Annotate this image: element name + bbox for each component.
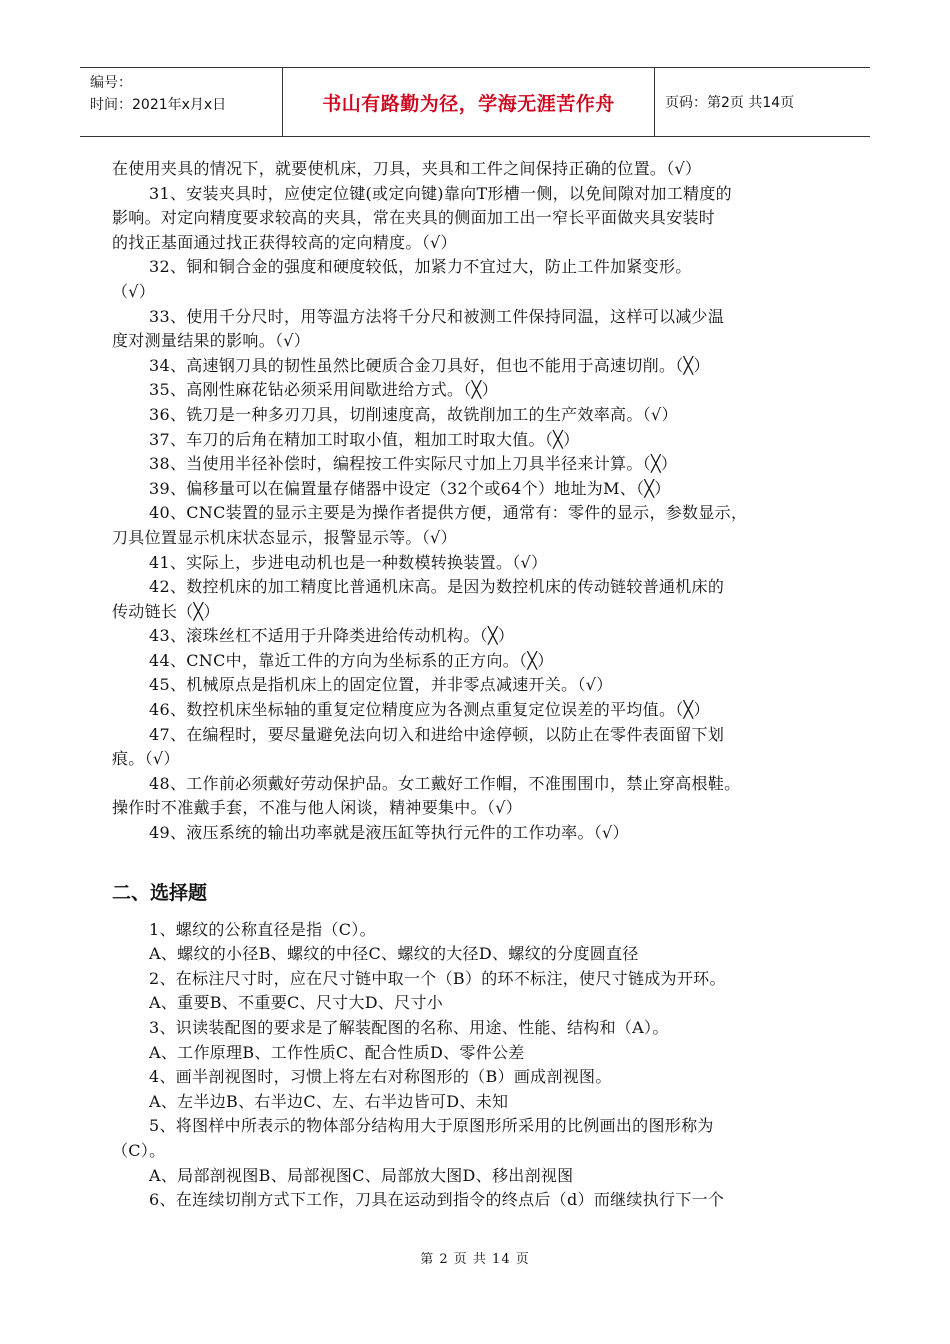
tf-line: 34、高速钢刀具的韧性虽然比硬质合金刀具好，但也不能用于高速切削。（╳） bbox=[149, 355, 710, 375]
tf-line: 49、液压系统的输出功率就是液压缸等执行元件的工作功率。（√） bbox=[149, 823, 629, 843]
mc-line: 6、在连续切削方式下工作，刀具在运动到指令的终点后（d）而继续执行下一个 bbox=[149, 1190, 725, 1210]
tf-line: 操作时不准戴手套，不准与他人闲谈，精神要集中。（√） bbox=[112, 798, 522, 818]
tf-line: 46、数控机床坐标轴的重复定位精度应为各测点重复定位误差的平均值。（╳） bbox=[149, 700, 710, 720]
tf-line: 43、滚珠丝杠不适用于升降类进给传动机构。（╳） bbox=[149, 626, 515, 646]
header-page-number: 页码：第2页 共14页 bbox=[665, 95, 795, 111]
tf-line: 影响。对定向精度要求较高的夹具，常在夹具的侧面加工出一窄长平面做夹具安装时 bbox=[112, 208, 716, 228]
mc-line: A、工作原理B、工作性质C、配合性质D、零件公差 bbox=[149, 1042, 525, 1062]
tf-line: （√） bbox=[112, 281, 156, 301]
document-body bbox=[112, 157, 852, 1213]
mc-line: 5、将图样中所表示的物体部分结构用大于原图形所采用的比例画出的图形称为 bbox=[149, 1116, 714, 1136]
tf-line: 刀具位置显示机床状态显示，报警显示等。（√） bbox=[112, 527, 457, 547]
tf-line: 47、在编程时，要尽量避免法向切入和进给中途停顿，以防止在零件表面留下划 bbox=[149, 724, 725, 744]
page-footer: 第 2 页 共 14 页 bbox=[420, 1252, 530, 1267]
header-motto: 书山有路勤为径，学海无涯苦作舟 bbox=[322, 92, 615, 115]
mc-line: A、螺纹的小径B、螺纹的中径C、螺纹的大径D、螺纹的分度圆直径 bbox=[149, 944, 639, 964]
tf-line: 的找正基面通过找正获得较高的定向精度。（√） bbox=[112, 232, 457, 252]
mc-line: A、局部剖视图B、局部视图C、局部放大图D、移出剖视图 bbox=[149, 1165, 574, 1185]
tf-line: 33、使用千分尺时，用等温方法将千分尺和被测工件保持同温，这样可以减少温 bbox=[149, 306, 725, 326]
page-header bbox=[80, 67, 870, 137]
tf-line: 41、实际上，步进电动机也是一种数模转换装置。（√） bbox=[149, 552, 548, 572]
tf-line: 36、铣刀是一种多刃刀具，切削速度高，故铣削加工的生产效率高。（√） bbox=[149, 404, 678, 424]
tf-line: 传动链长（╳） bbox=[112, 601, 220, 621]
mc-line: 4、画半剖视图时，习惯上将左右对称图形的（B）画成剖视图。 bbox=[149, 1067, 612, 1087]
mc-line: A、重要B、不重要C、尺寸大D、尺寸小 bbox=[149, 993, 444, 1013]
header-meta bbox=[80, 68, 283, 136]
tf-line: 39、偏移量可以在偏置量存储器中设定（32个或64个）地址为M、（╳） bbox=[149, 478, 671, 498]
tf-line: 31、安装夹具时，应使定位键(或定向键)靠向T形槽一侧，以免间隙对加工精度的 bbox=[149, 183, 732, 203]
tf-line: 44、CNC中，靠近工件的方向为坐标系的正方向。（╳） bbox=[149, 650, 554, 670]
mc-line: 3、识读装配图的要求是了解装配图的名称、用途、性能、结构和（A）。 bbox=[149, 1018, 669, 1037]
mc-line: （C）。 bbox=[112, 1140, 166, 1160]
tf-line: 37、车刀的后角在精加工时取小值，粗加工时取大值。（╳） bbox=[149, 429, 580, 449]
tf-line: 40、CNC装置的显示主要是为操作者提供方便，通常有：零件的显示，参数显示， bbox=[149, 503, 748, 523]
mc-line: 2、在标注尺寸时，应在尺寸链中取一个（B）的环不标注，使尺寸链成为开环。 bbox=[149, 968, 726, 988]
mc-line: 1、螺纹的公称直径是指（C）。 bbox=[149, 919, 376, 939]
section-title-choice: 二、选择题 bbox=[112, 881, 208, 904]
tf-line: 42、数控机床的加工精度比普通机床高。是因为数控机床的传动链较普通机床的 bbox=[149, 577, 725, 597]
tf-line: 38、当使用半径补偿时，编程按工件实际尺寸加上刀具半径来计算。（╳） bbox=[149, 454, 678, 474]
tf-line: 32、铜和铜合金的强度和硬度较低，加紧力不宜过大，防止工件加紧变形。 bbox=[149, 257, 692, 277]
mc-line: A、左半边B、右半边C、左、右半边皆可D、未知 bbox=[149, 1091, 509, 1111]
document-time-label: 时间：2021年x月x日 bbox=[90, 97, 227, 113]
tf-line: 度对测量结果的影响。（√） bbox=[112, 331, 311, 351]
tf-line: 35、高刚性麻花钻必须采用间歇进给方式。（╳） bbox=[149, 380, 498, 400]
tf-line: 痕。（√） bbox=[112, 749, 180, 769]
tf-line: 在使用夹具的情况下，就要使机床，刀具，夹具和工件之间保持正确的位置。（√） bbox=[112, 159, 702, 178]
tf-line: 45、机械原点是指机床上的固定位置，并非零点减速开关。（√） bbox=[149, 675, 613, 695]
tf-line: 48、工作前必须戴好劳动保护品。女工戴好工作帽，不准围围巾，禁止穿高根鞋。 bbox=[149, 773, 741, 793]
document-number-label: 编号： bbox=[90, 75, 132, 91]
header-page-cell bbox=[655, 68, 870, 136]
header-motto-cell bbox=[283, 68, 655, 136]
